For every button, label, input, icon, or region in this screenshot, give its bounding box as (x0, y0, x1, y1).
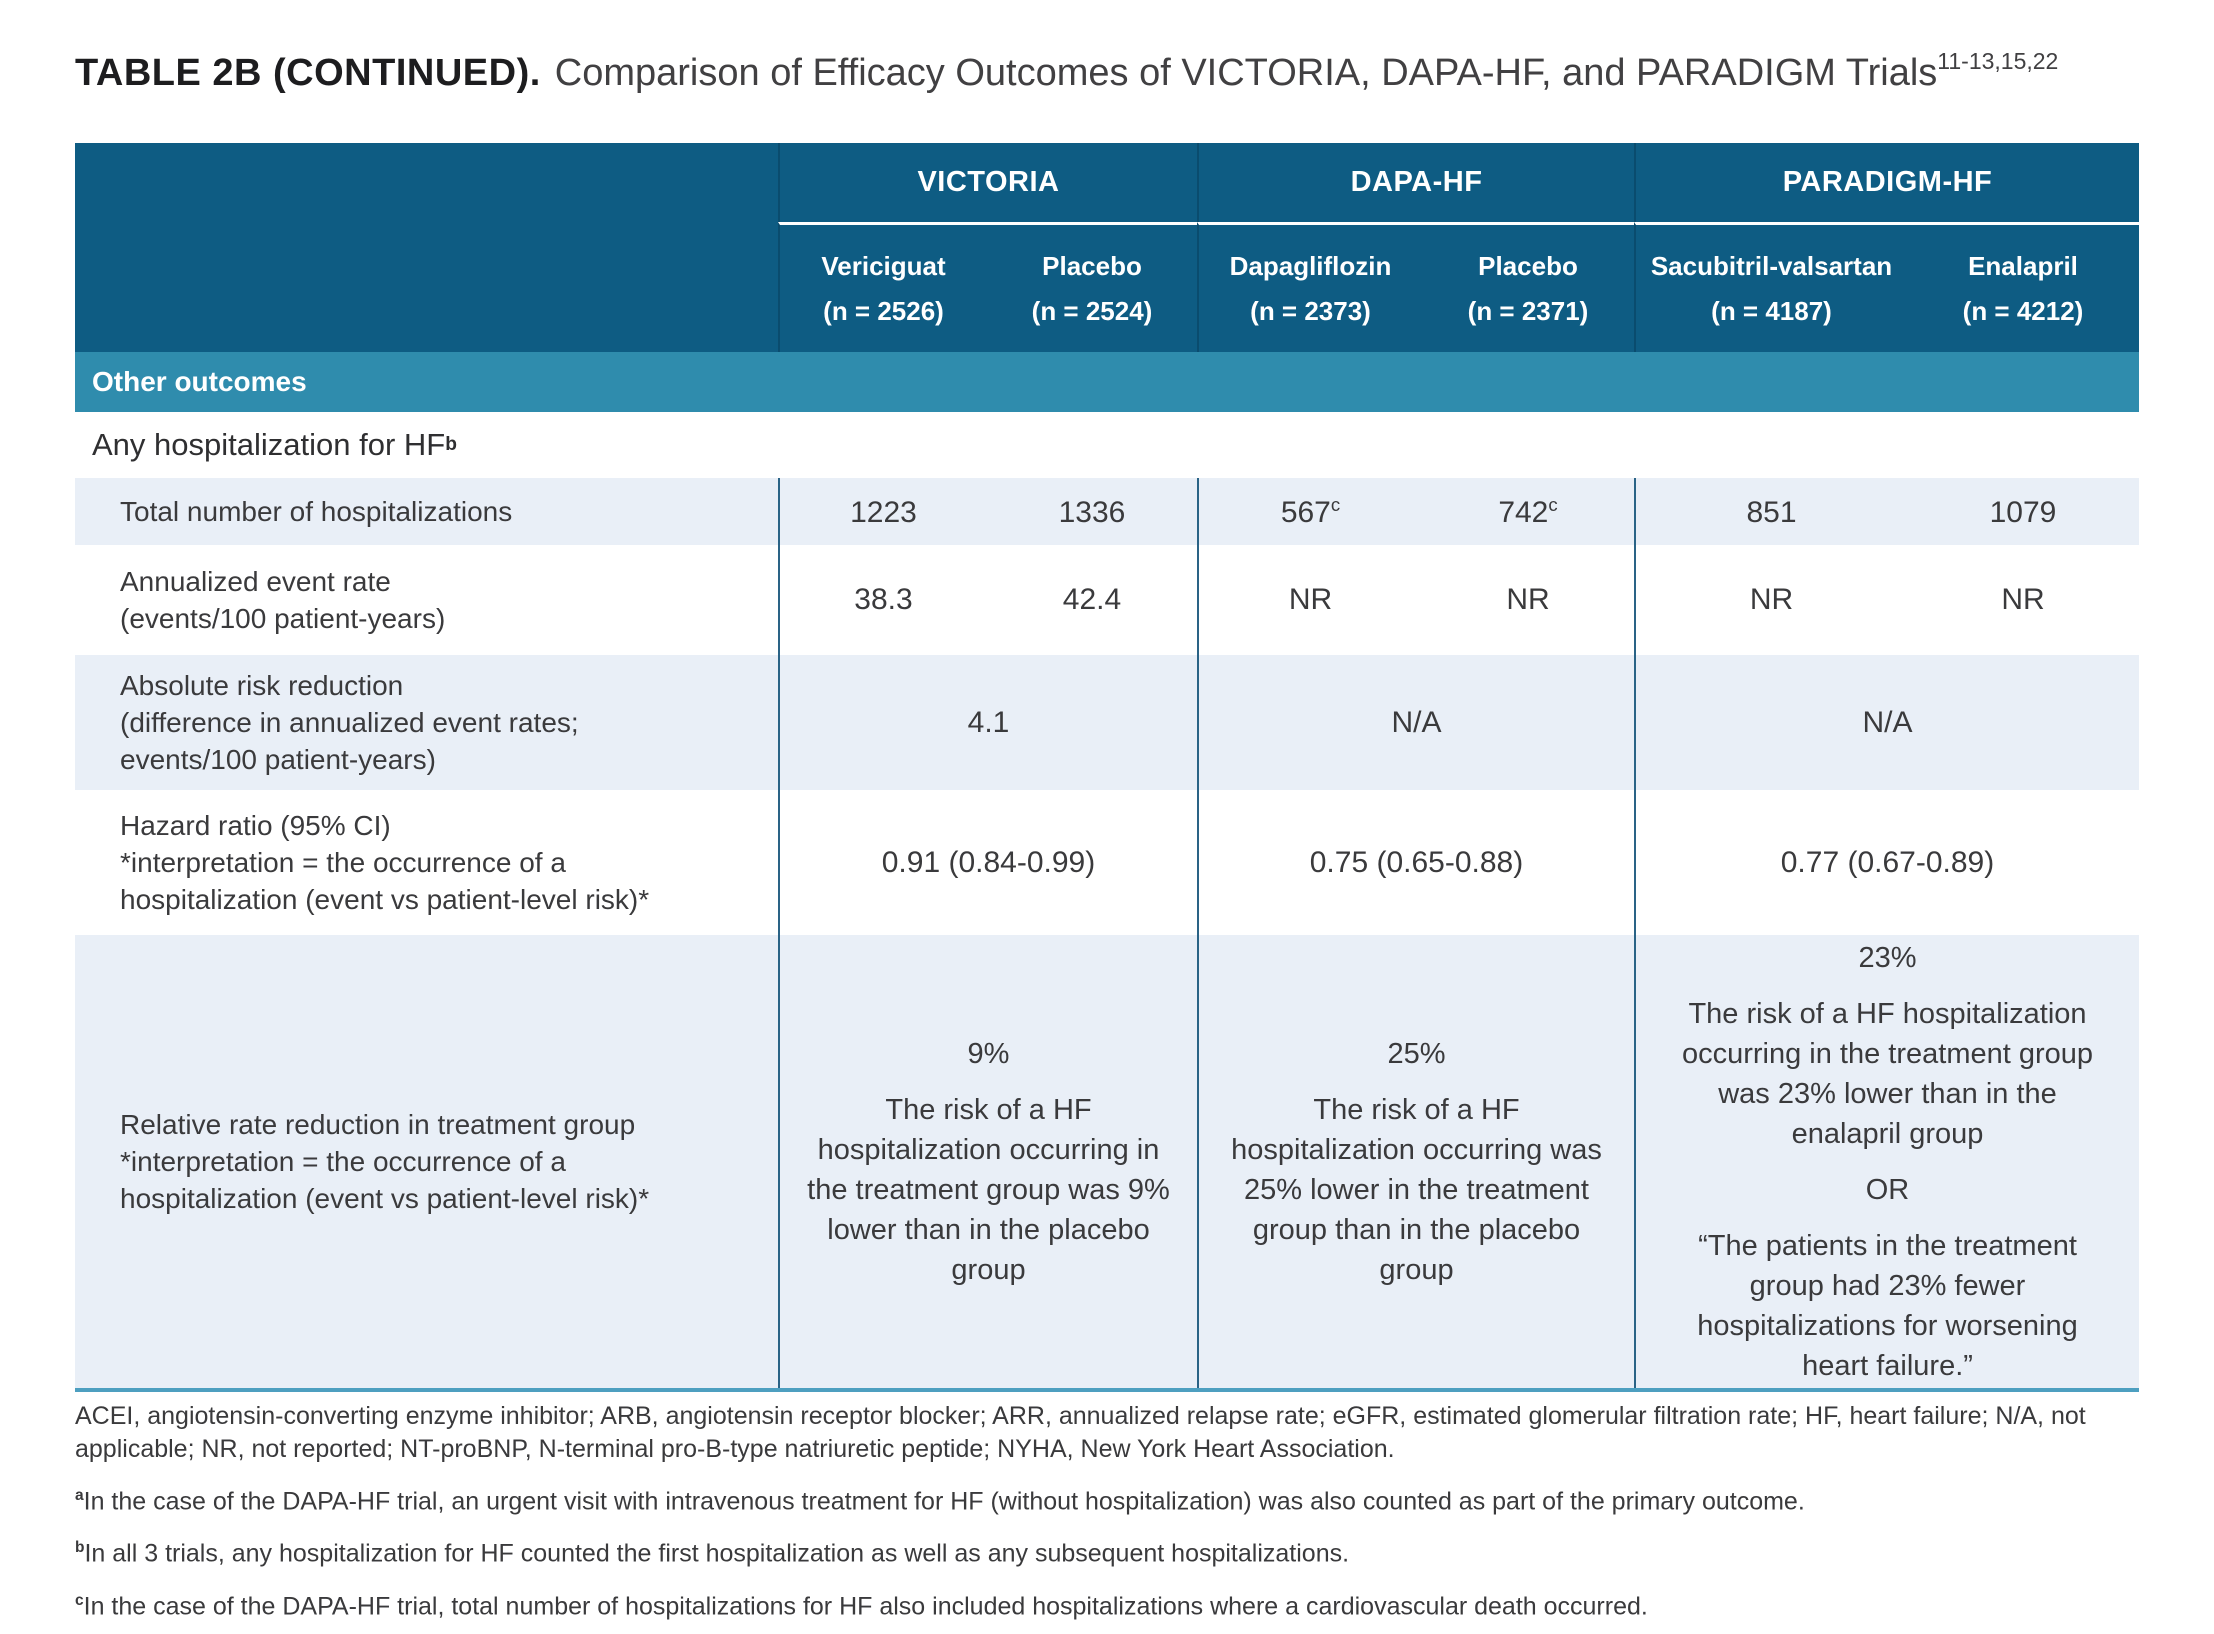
arm-drug-name: Dapagliflozin (1229, 250, 1392, 281)
row-label-line: *interpretation = the occurrence of a (120, 1146, 566, 1177)
victoria-values (778, 478, 1197, 545)
victoria-merged-value (778, 655, 1197, 790)
trial-header-row (75, 143, 2139, 222)
narrative-text: The risk of a HF hospitalization occurring in the treatment group was 9% lower than in the placebo group (807, 1093, 1170, 1286)
row-label-line: (events/100 patient-years) (120, 603, 446, 634)
or-separator: OR (1865, 1173, 1910, 1206)
arm-drug-name: Vericiguat (821, 250, 946, 281)
row-absolute-risk-reduction (75, 655, 2139, 790)
trial-header-dapa-hf (1197, 143, 1634, 222)
value: NR (1288, 583, 1333, 616)
narrative-text: The risk of a HF hospitalization occurring in the treatment group was 23% lower than in the enalapril group (1681, 997, 2094, 1150)
footnote-text: In all 3 trials, any hospitalization for HF counted the first hospitalization as well as any subsequent hospitalizations. (84, 1539, 1350, 1568)
value-cell (1199, 545, 1422, 655)
paradigm-narrative-cell (1634, 935, 2139, 1388)
value-cell (1636, 478, 1907, 545)
arm-sample-size: (n = 2371) (1467, 295, 1589, 326)
page-title (75, 48, 2058, 95)
table-number-label: TABLE 2B (CONTINUED). (75, 52, 541, 94)
value-cell (780, 478, 987, 545)
row-label-line: events/100 patient-years) (120, 744, 436, 775)
arm-drug-name: Placebo (1478, 250, 1578, 281)
victoria-values (778, 545, 1197, 655)
header-spacer (75, 222, 778, 352)
value: NR (1506, 583, 1550, 616)
value-superscript: c (1548, 493, 1558, 515)
row-label-line: Total number of hospitalizations (120, 496, 513, 527)
arm-sample-size: (n = 2526) (823, 295, 944, 326)
abbreviations-text: ACEI, angiotensin-converting enzyme inhibitor; ARB, angiotensin receptor blocker; ARR, annualized relapse rate; eGFR, estimated glomerular filtration rate; HF, heart failure; N/A, not applicable; NR, not reported; NT-proBNP, N-terminal pro-B-type natriuretic peptide; NYHA, New York Heart Association. (75, 1402, 2086, 1463)
arm-placebo-victoria (987, 225, 1197, 352)
reference-superscript: 11-13,15,22 (1937, 48, 2059, 74)
row-label (75, 790, 778, 935)
value: 4.1 (967, 705, 1010, 739)
trial-name-dapa-hf: DAPA-HF (1350, 166, 1483, 198)
row-label-line: hospitalization (event vs patient-level risk)* (120, 1183, 650, 1214)
value: 1336 (1058, 495, 1126, 529)
value-cell (987, 478, 1197, 545)
value-cell (1907, 478, 2139, 545)
value: 1079 (1989, 495, 2057, 529)
footnote-text: In the case of the DAPA-HF trial, an urgent visit with intravenous treatment for HF (without hospitalization) was also counted as part of the primary outcome. (83, 1487, 1805, 1516)
footnote-text: In the case of the DAPA-HF trial, total number of hospitalizations for HF also included hospitalizations where a cardiovascular death occurred. (83, 1591, 1648, 1620)
value: N/A (1862, 705, 1913, 739)
dapa-merged-value (1197, 790, 1634, 935)
dapa-arms (1197, 222, 1634, 352)
arm-sample-size: (n = 2373) (1250, 295, 1371, 326)
row-label-line: Relative rate reduction in treatment group (120, 1109, 636, 1140)
trial-header-victoria (778, 143, 1197, 222)
value: 38.3 (854, 583, 913, 616)
value: NR (1749, 583, 1794, 616)
subsection-label: Any hospitalization for HF (92, 427, 446, 462)
row-label (75, 478, 778, 545)
dapa-arm-cells (1199, 225, 1634, 352)
value: 0.91 (0.84-0.99) (881, 845, 1096, 879)
comparison-table (75, 143, 2139, 1392)
arm-sacubitril-valsartan (1636, 225, 1907, 352)
paradigm-values (1634, 545, 2139, 655)
value: 567 (1280, 495, 1331, 529)
value: 851 (1746, 495, 1797, 529)
value-cell (1199, 478, 1422, 545)
value-cell (1907, 545, 2139, 655)
arm-dapagliflozin (1199, 225, 1422, 352)
arm-placebo-dapa (1422, 225, 1634, 352)
paradigm-values (1634, 478, 2139, 545)
footnote-marker: c (75, 1591, 84, 1609)
value: N/A (1391, 705, 1442, 739)
narrative-quote: “The patients in the treatment group had 23% fewer hospitalizations for worsening heart failure.” (1697, 1229, 2078, 1382)
victoria-arms (778, 222, 1197, 352)
trial-header-paradigm-hf (1634, 143, 2139, 222)
value-cell (1422, 478, 1634, 545)
dapa-narrative-cell (1197, 935, 1634, 1388)
section-header-label: Other outcomes (92, 366, 307, 397)
percent-value: 9% (967, 1037, 1010, 1070)
trial-name-victoria: VICTORIA (917, 166, 1060, 198)
paradigm-merged-value (1634, 790, 2139, 935)
paradigm-arms (1634, 222, 2139, 352)
value: 0.77 (0.67-0.89) (1780, 845, 1995, 879)
paradigm-arm-cells (1636, 225, 2139, 352)
row-label-line: Absolute risk reduction (120, 670, 404, 701)
footnote-marker-b-ref: b (445, 434, 457, 455)
row-label-line: Annualized event rate (120, 566, 391, 597)
dapa-values (1197, 545, 1634, 655)
victoria-arm-cells (780, 225, 1197, 352)
footnote-c (75, 1584, 2139, 1623)
row-hazard-ratio (75, 790, 2139, 935)
narrative-text: The risk of a HF hospitalization occurring was 25% lower in the treatment group than in the placebo group (1231, 1093, 1602, 1286)
header-spacer (75, 143, 778, 222)
value: NR (2001, 583, 2045, 616)
victoria-merged-value (778, 790, 1197, 935)
row-label (75, 935, 778, 1388)
arm-sample-size: (n = 4187) (1711, 295, 1832, 326)
dapa-merged-value (1197, 655, 1634, 790)
section-other-outcomes (75, 352, 2139, 412)
table-title-text: Comparison of Efficacy Outcomes of VICTORIA, DAPA-HF, and PARADIGM Trials (554, 52, 1938, 94)
percent-value: 23% (1858, 941, 1917, 974)
value: 1223 (850, 495, 917, 529)
row-label (75, 545, 778, 655)
value: 742 (1498, 495, 1549, 529)
value: 0.75 (0.65-0.88) (1309, 845, 1524, 879)
footnote-a (75, 1479, 2139, 1518)
row-annualized-event-rate (75, 545, 2139, 655)
row-label-line: (difference in annualized event rates; (120, 707, 579, 738)
footnotes (75, 1400, 2139, 1623)
paradigm-merged-value (1634, 655, 2139, 790)
footnote-marker: a (75, 1487, 84, 1504)
arm-drug-name: Enalapril (1968, 250, 2078, 281)
percent-value: 25% (1387, 1037, 1446, 1070)
row-total-hospitalizations (75, 478, 2139, 545)
row-label-line: *interpretation = the occurrence of a (120, 847, 566, 878)
victoria-narrative-cell (778, 935, 1197, 1388)
value-cell (1636, 545, 1907, 655)
arm-drug-name: Placebo (1042, 250, 1142, 281)
row-label-line: hospitalization (event vs patient-level risk)* (120, 884, 650, 915)
footnote-marker: b (75, 1539, 85, 1557)
arm-sample-size: (n = 4212) (1962, 295, 2084, 326)
subsection-any-hospitalization (75, 412, 2139, 478)
value-cell (1422, 545, 1634, 655)
trial-name-paradigm-hf: PARADIGM-HF (1782, 166, 1993, 198)
dapa-values (1197, 478, 1634, 545)
value-superscript: c (1330, 493, 1341, 515)
value: 42.4 (1062, 583, 1122, 616)
arm-drug-name: Sacubitril-valsartan (1650, 250, 1893, 281)
row-label-line: Hazard ratio (95% CI) (120, 810, 391, 841)
arm-header-row (75, 222, 2139, 352)
footnote-b (75, 1531, 2139, 1570)
row-relative-rate-reduction (75, 935, 2139, 1388)
arm-vericiguat (780, 225, 987, 352)
row-label (75, 655, 778, 790)
value-cell (780, 545, 987, 655)
value-cell (987, 545, 1197, 655)
arm-enalapril (1907, 225, 2139, 352)
arm-sample-size: (n = 2524) (1031, 295, 1153, 326)
